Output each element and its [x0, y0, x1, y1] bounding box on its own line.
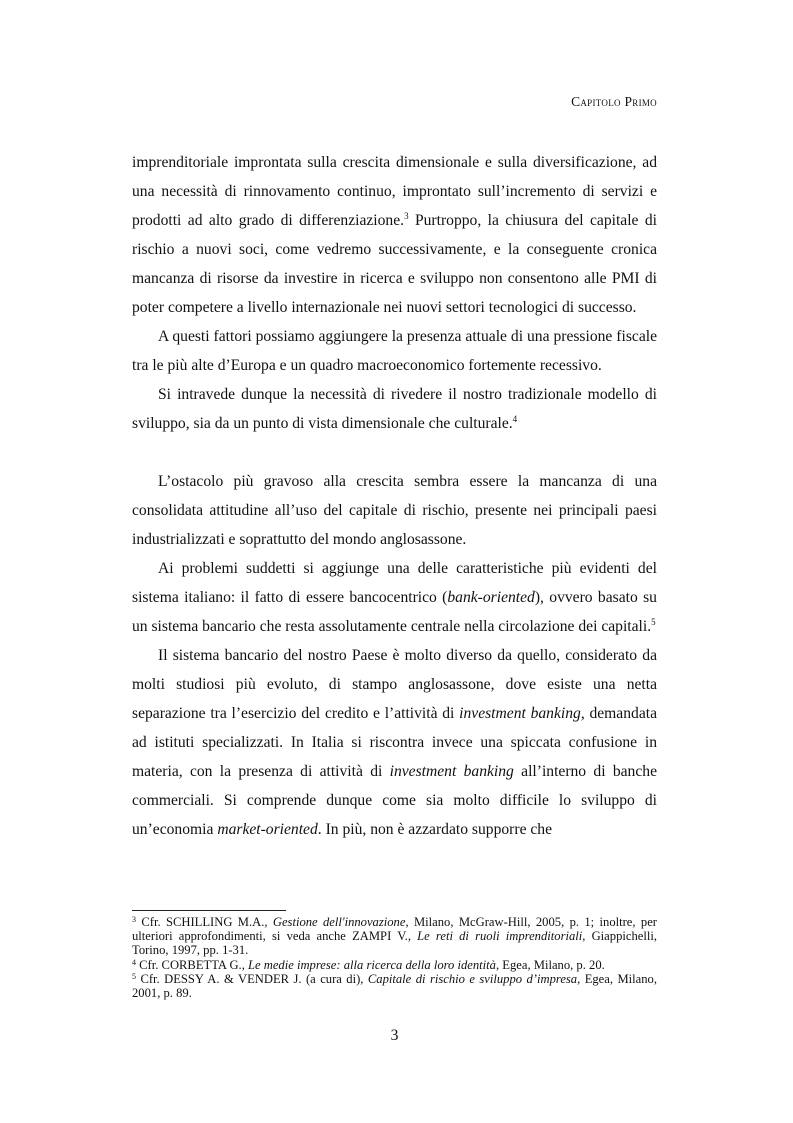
- paragraph-3: [132, 380, 657, 438]
- paragraph-2: A questi fattori possiamo aggiungere la presenza attuale di una pressione fiscale tra le più alte d’Europa e un quadro macroeconomico fortemente recessivo.: [132, 328, 657, 374]
- footnote-3: [132, 915, 657, 958]
- footnote-4: [132, 958, 657, 972]
- text-run: all’interno di banche commerciali. Si comprende dunque come sia molto difficile lo sviluppo di un’economia: [132, 763, 657, 838]
- footnote-ref[interactable]: 4: [512, 414, 518, 424]
- body-text: [132, 148, 657, 844]
- footnote-ref[interactable]: 3: [404, 211, 409, 221]
- emphasis: Capitale di rischio e sviluppo d’impresa: [367, 971, 578, 986]
- footnote-separator: [132, 910, 286, 911]
- text-run: , Milano, McGraw-Hill, 2005, p. 1; inoltre, per ulteriori approfondimenti, si veda anche ZAMPI V.,: [132, 915, 657, 944]
- text-run: ), ovvero basato su un sistema bancario che resta assolutamente centrale nella circolazione dei capitali.: [132, 589, 657, 635]
- text-run: , demandata ad istituti specializzati. In Italia si riscontra invece una spiccata confusione in materia, con la presenza di attività di: [132, 705, 657, 780]
- text-run: Ai problemi suddetti si aggiunge una delle caratteristiche più evidenti del sistema italiano: il fatto di essere bancocentrico (: [132, 560, 657, 606]
- text-run: , Egea, Milano, 2001, p. 89.: [132, 971, 657, 1001]
- chapter-title: Capitolo Primo: [571, 94, 657, 109]
- text-run: , Egea, Milano, p. 20.: [495, 957, 605, 972]
- text-run: imprenditoriale improntata sulla crescita dimensionale e sulla diversificazione, ad una necessità di rinnovamento continuo, improntato sull’incremento di servizi e prodotti ad alto grado di differenziazione.: [132, 154, 657, 229]
- emphasis: market-oriented: [217, 821, 318, 838]
- text-run: Cfr. DESSY A. & VENDER J. (a cura di),: [136, 971, 368, 986]
- text-run: Cfr. CORBETTA G.,: [136, 957, 248, 972]
- footnote-number: 3: [132, 915, 136, 924]
- emphasis: Le reti di ruoli imprenditoriali: [417, 929, 583, 944]
- footnote-number: 5: [132, 971, 136, 981]
- emphasis: Gestione dell'innovazione: [272, 915, 406, 929]
- emphasis: investment banking: [389, 763, 514, 780]
- paragraph-4: L’ostacolo più gravoso alla crescita sembra essere la mancanza di una consolidata attitudine all’uso del capitale di rischio, presente nei principali paesi industrializzati e soprattutto del mondo anglosassone.: [132, 473, 657, 548]
- text-run: Il sistema bancario del nostro Paese è molto diverso da quello, considerato da molti studiosi più evoluto, di stampo anglosassone, dove esiste una netta separazione tra l’esercizio del credito e l’attività di: [132, 647, 657, 722]
- footnotes: [132, 915, 657, 1000]
- footnote-ref[interactable]: 5: [651, 617, 656, 627]
- emphasis: bank-oriented: [447, 589, 535, 606]
- footnote-5: [132, 972, 657, 1000]
- footnote-number: 4: [132, 957, 136, 967]
- text-run: Purtroppo, la chiusura del capitale di rischio a nuovi soci, come vedremo successivamente, e la conseguente cronica mancanza di risorse da investire in ricerca e sviluppo non consentono alle PMI di poter competere a livello internazionale nei nuovi settori tecnologici di successo.: [132, 212, 658, 316]
- text-run: . In più, non è azzardato supporre che: [317, 821, 553, 838]
- paragraph-5: [132, 554, 657, 641]
- text-run: Cfr. SCHILLING M.A.,: [136, 915, 273, 929]
- page-number: 3: [390, 1027, 399, 1044]
- paragraph-6: [132, 641, 657, 844]
- paragraph-1: [132, 148, 657, 322]
- running-header: [132, 94, 657, 110]
- text-run: Si intravede dunque la necessità di rivedere il nostro tradizionale modello di sviluppo, sia da un punto di vista dimensionale che culturale.: [132, 386, 657, 432]
- emphasis: investment banking: [459, 705, 581, 722]
- emphasis: Le medie imprese: alla ricerca della loro identità: [248, 957, 496, 972]
- text-run: , Giappichelli, Torino, 1997, pp. 1-31.: [132, 929, 657, 958]
- section-gap: [132, 438, 657, 467]
